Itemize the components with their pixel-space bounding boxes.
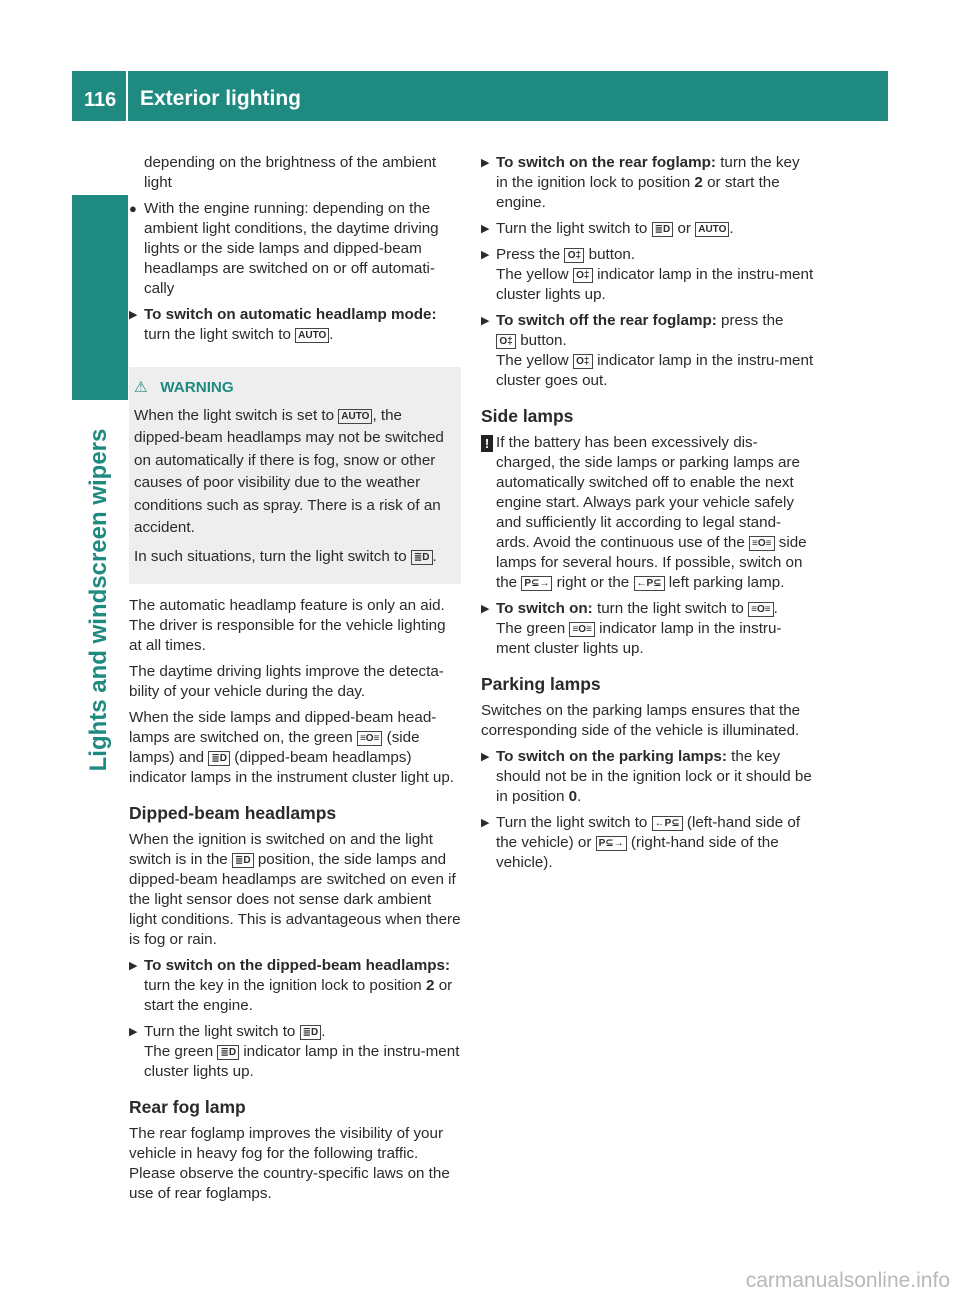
arrow-icon: ▶: [481, 751, 490, 763]
exclamation-icon: !: [481, 435, 493, 452]
parking-right-icon: P⊆→: [521, 576, 552, 591]
arrow-icon: ▶: [481, 817, 490, 829]
side-tab-block: [72, 195, 128, 400]
dipped-beam-icon: ≣D: [652, 222, 674, 237]
rear-fog-icon: O‡: [496, 334, 516, 349]
dipped-beam-icon: ≣D: [217, 1045, 239, 1060]
aid-paragraph: The automatic headlamp feature is only an aid. The driver is responsible for the vehicle lighting at all times.: [129, 597, 446, 654]
bullet-icon: ●: [129, 201, 137, 216]
parking-left-icon: ←P⊆: [634, 576, 665, 591]
side-lamps-paragraph: When the side lamps and dipped-beam head-lamps are switched on, the green ≡O≡ (side lamps) and ≣D (dipped-beam headlamps) indicator lamps in the instrument cluster light up.: [129, 709, 454, 786]
rear-fog-icon: O‡: [573, 354, 593, 369]
page-title: Exterior lighting: [140, 87, 302, 110]
parking-paragraph: Switches on the parking lamps ensures that the corresponding side of the vehicle is illuminated.: [481, 702, 801, 739]
step-side-lamps: ▶ To switch on: turn the light switch to ≡O≡ . The green ≡O≡ indicator lamp in the instru-ment cluster lights up.: [481, 600, 782, 657]
auto-icon: AUTO: [695, 222, 729, 237]
parking-left-icon: ←P⊆: [652, 816, 683, 831]
arrow-icon: ▶: [481, 157, 490, 169]
auto-icon: AUTO: [338, 409, 372, 424]
arrow-icon: ▶: [129, 960, 138, 972]
step-dipped-beam: ▶ To switch on the dipped-beam headlamps: turn the key in the ignition lock to position 2 or start the engine.: [129, 957, 453, 1014]
dipped-beam-icon: ≣D: [411, 550, 433, 565]
step-press-fog: ▶ Press the O‡ button. The yellow O‡ indicator lamp in the instru-ment cluster lights up.: [481, 246, 814, 303]
left-column: [129, 153, 461, 1210]
dipped-beam-icon: ≣D: [300, 1025, 322, 1040]
rear-fog-paragraph: The rear foglamp improves the visibility of your vehicle in heavy fog for the following traffic. Please observe the country-specific laws on the use of rear foglamps.: [129, 1125, 450, 1202]
right-column: [481, 153, 814, 879]
rear-fog-icon: O‡: [564, 248, 584, 263]
side-tab-label: Lights and windscreen wipers: [85, 428, 112, 772]
heading-dipped-beam: Dipped-beam headlamps: [129, 803, 337, 823]
rear-fog-icon: O‡: [573, 268, 593, 283]
arrow-icon: ▶: [129, 309, 138, 321]
auto-icon: AUTO: [295, 328, 329, 343]
heading-side-lamps: Side lamps: [481, 406, 574, 426]
parking-right-icon: P⊆→: [596, 836, 627, 851]
heading-parking-lamps: Parking lamps: [481, 674, 601, 694]
daytime-paragraph: The daytime driving lights improve the detecta-bility of your vehicle during the day.: [129, 663, 444, 700]
step-parking-switch: ▶ Turn the light switch to ←P⊆ (left-hand side of the vehicle) or P⊆→ (right-hand side of the vehicle).: [481, 814, 801, 871]
step-turn-switch: ▶ Turn the light switch to ≣D . The green ≣D indicator lamp in the instru-ment cluster lights up.: [129, 1023, 460, 1080]
heading-rear-fog: Rear fog lamp: [129, 1097, 246, 1117]
side-lamp-icon: ≡O≡: [749, 536, 774, 551]
step-rear-fog-off: ▶ To switch off the rear foglamp: press the O‡ button. The yellow O‡ indicator lamp in the instru-ment cluster goes out.: [481, 312, 814, 389]
header-separator: [126, 71, 128, 121]
step-auto-mode: ▶ To switch on automatic headlamp mode: turn the light switch to AUTO .: [129, 306, 437, 343]
page-number: 116: [84, 89, 117, 111]
step-parking-on: ▶ To switch on the parking lamps: the key should not be in the ignition lock or it should be in position 0.: [481, 748, 812, 805]
warning-icon: ⚠: [134, 379, 148, 396]
arrow-icon: ▶: [481, 223, 490, 235]
dipped-beam-icon: ≣D: [232, 853, 254, 868]
warning-box: [129, 367, 461, 584]
step-turn-switch: ▶ Turn the light switch to ≣D or AUTO .: [481, 220, 734, 237]
battery-note: ! If the battery has been excessively dis-charged, the side lamps or parking lamps are automatically switched off to enable the next engine start. Always park your vehicle safely and sufficiently lit according to legal stand-ards. Avoid the continuous use of the ≡O≡ side lamps for several hours. If possible, switch on the P⊆→ right or the ←P⊆ left parking lamp.: [481, 433, 814, 593]
list-item: ● With the engine running: depending on the ambient light conditions, the daytime driving lights or the side lamps and dipped-beam headlamps are switched on or off automati-cally: [129, 200, 439, 297]
side-lamp-icon: ≡O≡: [748, 602, 773, 617]
dipped-beam-paragraph: When the ignition is switched on and the light switch is in the ≣D position, the side lamps and dipped-beam headlamps are switched on even if the light sensor does not sense dark ambient light conditions. This is advantageous when there is fog or rain.: [129, 831, 461, 948]
arrow-icon: ▶: [481, 249, 490, 261]
side-lamp-icon: ≡O≡: [569, 622, 594, 637]
warning-text: When the light switch is set to AUTO , the dipped-beam headlamps may not be switched on automatically if there is fog, snow or other causes of poor visibility due to the weather conditions such as spray. There is a risk of an accident.: [134, 406, 444, 536]
arrow-icon: ▶: [481, 315, 490, 327]
warning-heading: ⚠ WARNING: [134, 379, 234, 396]
side-lamp-icon: ≡O≡: [357, 731, 382, 746]
watermark: carmanualsonline.info: [745, 1269, 950, 1292]
warning-advice: In such situations, turn the light switch to ≣D .: [134, 547, 437, 565]
arrow-icon: ▶: [129, 1026, 138, 1038]
intro-paragraph: depending on the brightness of the ambient light: [144, 154, 437, 191]
arrow-icon: ▶: [481, 603, 490, 615]
step-rear-fog-on: ▶ To switch on the rear foglamp: turn the key in the ignition lock to position 2 or start the engine.: [481, 154, 800, 211]
dipped-beam-icon: ≣D: [208, 751, 230, 766]
